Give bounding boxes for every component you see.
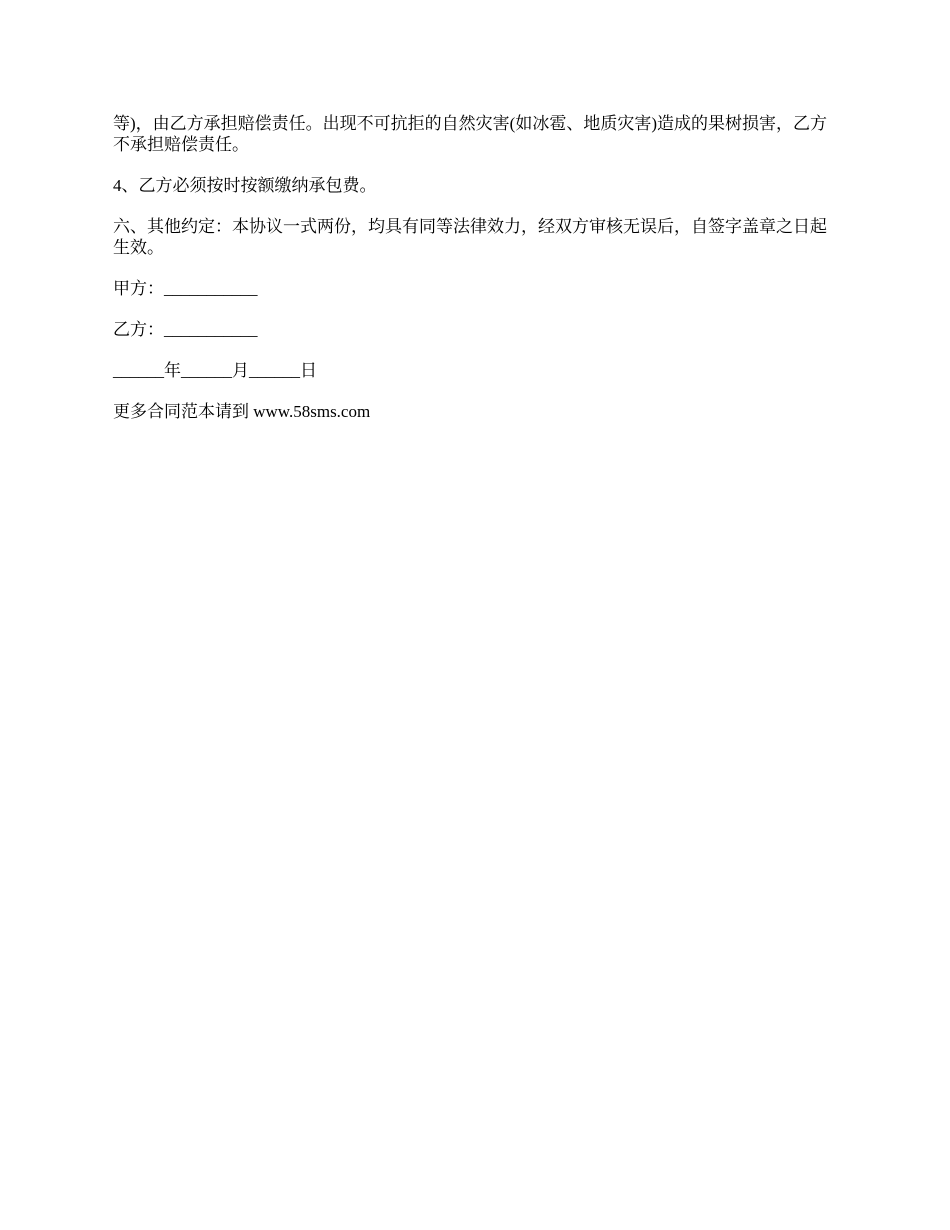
signature-party-a: 甲方：___________ — [113, 279, 258, 298]
paragraph-other-agreements: 六、其他约定：本协议一式两份，均具有同等法律效力，经双方审核无误后，自签字盖章之日起生效。 — [113, 217, 827, 257]
signature-party-b: 乙方：___________ — [113, 320, 258, 339]
signature-date: ______年______月______日 — [113, 361, 317, 380]
document-body — [113, 113, 843, 442]
paragraph-contract-fee: 4、乙方必须按时按额缴纳承包费。 — [113, 176, 377, 195]
paragraph-compensation-liability: 等)，由乙方承担赔偿责任。出现不可抗拒的自然灾害(如冰雹、地质灾害)造成的果树损害，乙方不承担赔偿责任。 — [113, 114, 827, 154]
footer-more-templates: 更多合同范本请到 www.58sms.com — [113, 402, 371, 421]
